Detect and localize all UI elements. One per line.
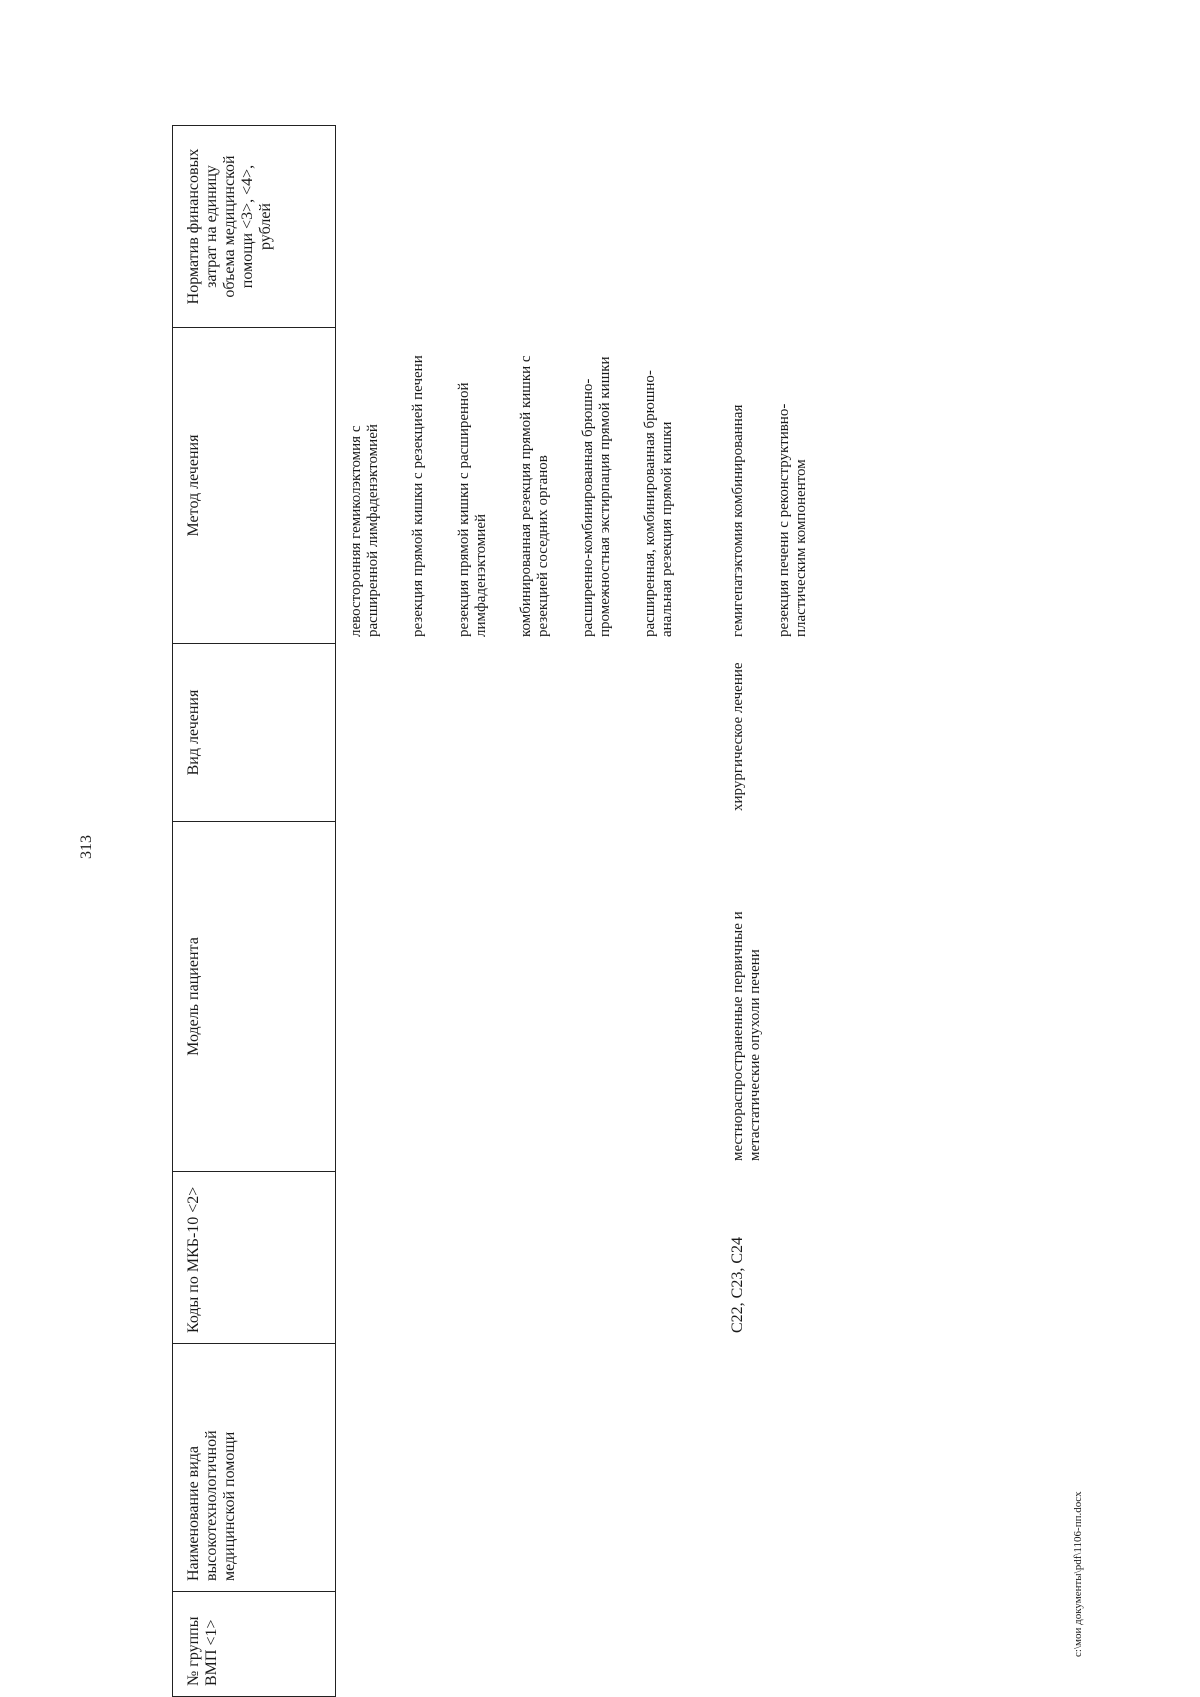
footer-file-path: c:\мои документы\pdf\1106-пп.docx: [1072, 1491, 1084, 1657]
header-patient-model: Модель пациента: [172, 821, 336, 1171]
header-treatment-type: Вид лечения: [172, 643, 336, 821]
header-cost-norm: Норматив финансовых затрат на единицу объема медицинской помощи <3>, <4>, рублей: [172, 125, 336, 327]
method-item: резекция прямой кишки с расширенной лимфаденэктомией: [456, 382, 489, 637]
header-vmp-name: Наименование вида высокотехнологичной медицинской помощи: [172, 1343, 336, 1591]
method-item: расширенно-комбинированная брюшно-промежностная экстирпация прямой кишки: [580, 356, 613, 637]
icd-codes-cell: C22, C23, C24: [729, 1236, 746, 1333]
method-item: левосторонняя гемиколэктомия с расширенной лимфаденэктомией: [348, 424, 381, 637]
method-item: комбинированная резекция прямой кишки с резекцией соседних органов: [518, 355, 551, 637]
method-item: гемигепатэктомия комбинированная: [730, 404, 746, 637]
header-treatment-method: Метод лечения: [172, 327, 336, 643]
header-icd-codes: Коды по МКБ-10 <2>: [172, 1171, 336, 1343]
page-number: 313: [78, 835, 95, 859]
method-item: резекция прямой кишки с резекцией печени: [410, 355, 426, 637]
header-group-number: № группы ВМП <1>: [172, 1591, 336, 1697]
method-item: резекция печени с реконструктивно-пластическим компонентом: [776, 403, 809, 637]
method-item: расширенная, комбинированная брюшно-анальная резекция прямой кишки: [642, 370, 675, 637]
patient-model-cell: местнораспространенные первичные и метастатические опухоли печени: [730, 911, 763, 1161]
treatment-type-cell: хирургическое лечение: [730, 662, 746, 811]
